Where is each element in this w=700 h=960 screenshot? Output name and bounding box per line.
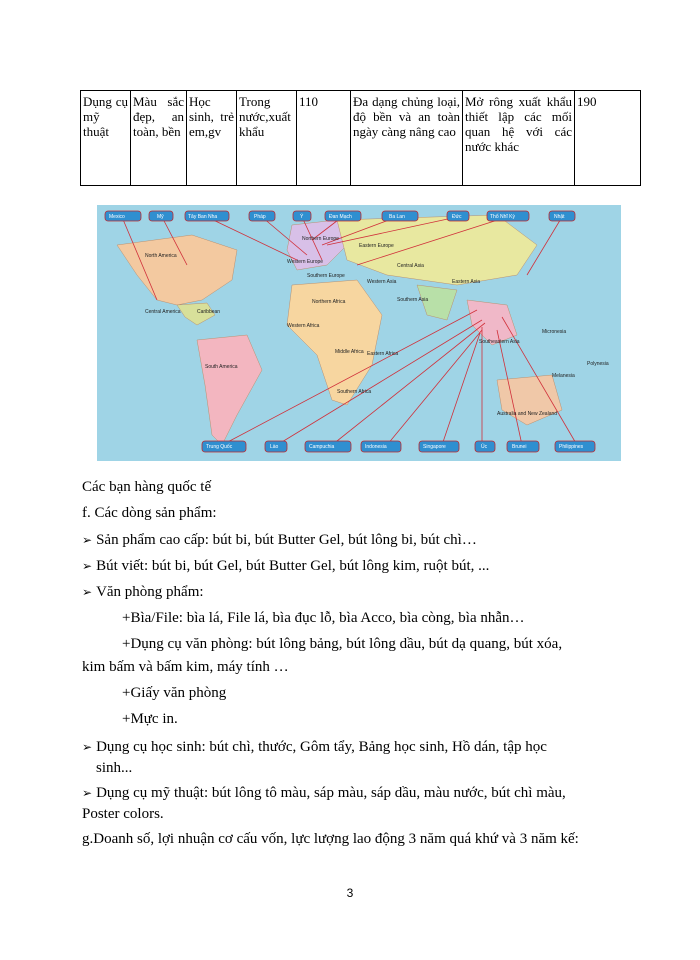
country-label: Thổ Nhĩ Kỳ [490,214,516,220]
table-cell: 190 [575,91,641,186]
country-label: Mexico [109,214,125,220]
region-label: Northern Europe [302,236,339,242]
map-caption: Các bạn hàng quốc tế [82,479,212,495]
table-cell: Mở rông xuất khẩu thiết lập các mối quan hệ với các nước khác [463,91,575,186]
product-table [80,90,640,186]
region-label: Eastern Europe [359,243,394,249]
country-label: Lào [270,444,279,450]
bullet-continuation: sinh... [96,760,133,776]
bullet-item: ➢ Văn phòng phẩm: [82,584,204,600]
country-label: Tây Ban Nha [188,214,218,220]
region-label: Southern Africa [337,389,372,395]
section-heading-f: f. Các dòng sản phẩm: [82,505,217,521]
country-label: Philippines [559,444,584,450]
bullet-item: ➢ Dụng cụ mỹ thuật: bút lông tô màu, sáp màu, sáp dầu, màu nước, bút chì màu, [82,785,566,801]
region-label: Western Africa [287,323,320,329]
sub-item: +Mực in. [122,711,178,727]
arrow-bullet-icon: ➢ [82,533,93,547]
country-label: Đức [452,214,462,220]
country-label: Indonesia [365,444,387,450]
region-label: Micronesia [542,329,567,335]
country-label: Úc [481,444,488,450]
world-trade-map [97,205,621,461]
bullet-item: ➢ Sản phẩm cao cấp: bút bi, bút Butter Gel, bút lông bi, bút chì… [82,532,477,548]
table-cell: Màu sắc đẹp, an toàn, bền [131,91,187,186]
arrow-bullet-icon: ➢ [82,585,93,599]
sub-item: +Bìa/File: bìa lá, File lá, bìa đục lỗ, bìa Acco, bìa còng, bìa nhẫn… [122,610,525,626]
country-label: Brunei [512,444,527,450]
region-label: Southern Europe [307,273,345,279]
table-cell: Học sinh, trẻ em,gv [187,91,237,186]
arrow-bullet-icon: ➢ [82,740,93,754]
bullet-item: ➢ Bút viết: bút bi, bút Gel, bút Butter Gel, bút lông kim, ruột bút, ... [82,558,490,574]
country-label: Ý [300,214,304,220]
region-label: Eastern Asia [452,279,481,285]
table-row [81,91,641,186]
region-label: Central Asia [397,263,424,269]
page-number: 3 [346,886,354,900]
region-label: Western Asia [367,279,397,285]
table-cell: Đa dạng chủng loại, độ bền và an toàn ngày càng nâng cao [351,91,463,186]
country-label: Singapore [423,444,446,450]
sub-item: +Giấy văn phòng [122,685,227,701]
section-heading-g: g.Doanh số, lợi nhuận cơ cấu vốn, lực lượng lao động 3 năm quá khứ và 3 năm kế: [82,831,579,847]
country-label: Mỹ [157,214,164,220]
region-label: South America [205,364,238,370]
table-cell: Dụng cụ mỹ thuật [81,91,131,186]
region-label: Northern Africa [312,299,346,305]
country-label: Pháp [254,214,266,220]
country-label: Ba Lan [389,214,405,220]
arrow-bullet-icon: ➢ [82,786,93,800]
region-label: Southeastern Asia [479,339,520,345]
region-label: Melanesia [552,373,575,379]
table-cell: 110 [297,91,351,186]
region-label: Polynesia [587,361,609,367]
region-label: Southern Asia [397,297,429,303]
sub-item: +Dụng cụ văn phòng: bút lông bảng, bút lông dầu, bút dạ quang, bút xóa, [122,636,563,652]
region-label: Western Europe [287,259,324,265]
country-label: Trung Quốc [206,444,233,450]
region-label: Caribbean [197,309,221,315]
region-label: Middle Africa [335,349,364,355]
region-label: Australia and New Zealand [497,411,558,417]
arrow-bullet-icon: ➢ [82,559,93,573]
bullet-item: ➢ Dụng cụ học sinh: bút chì, thước, Gôm tẩy, Bảng học sinh, Hồ dán, tập học [82,739,547,755]
region-label: North America [145,253,177,259]
sub-item-continuation: kim bấm và bấm kim, máy tính … [82,659,289,675]
country-label: Nhật [554,214,565,220]
table-cell: Trong nước,xuất khẩu [237,91,297,186]
region-label: Central America [145,309,181,315]
bullet-continuation: Poster colors. [82,806,164,822]
country-label: Campuchia [309,444,335,450]
country-label: Đan Mạch [329,214,352,220]
region-label: Eastern Africa [367,351,399,357]
